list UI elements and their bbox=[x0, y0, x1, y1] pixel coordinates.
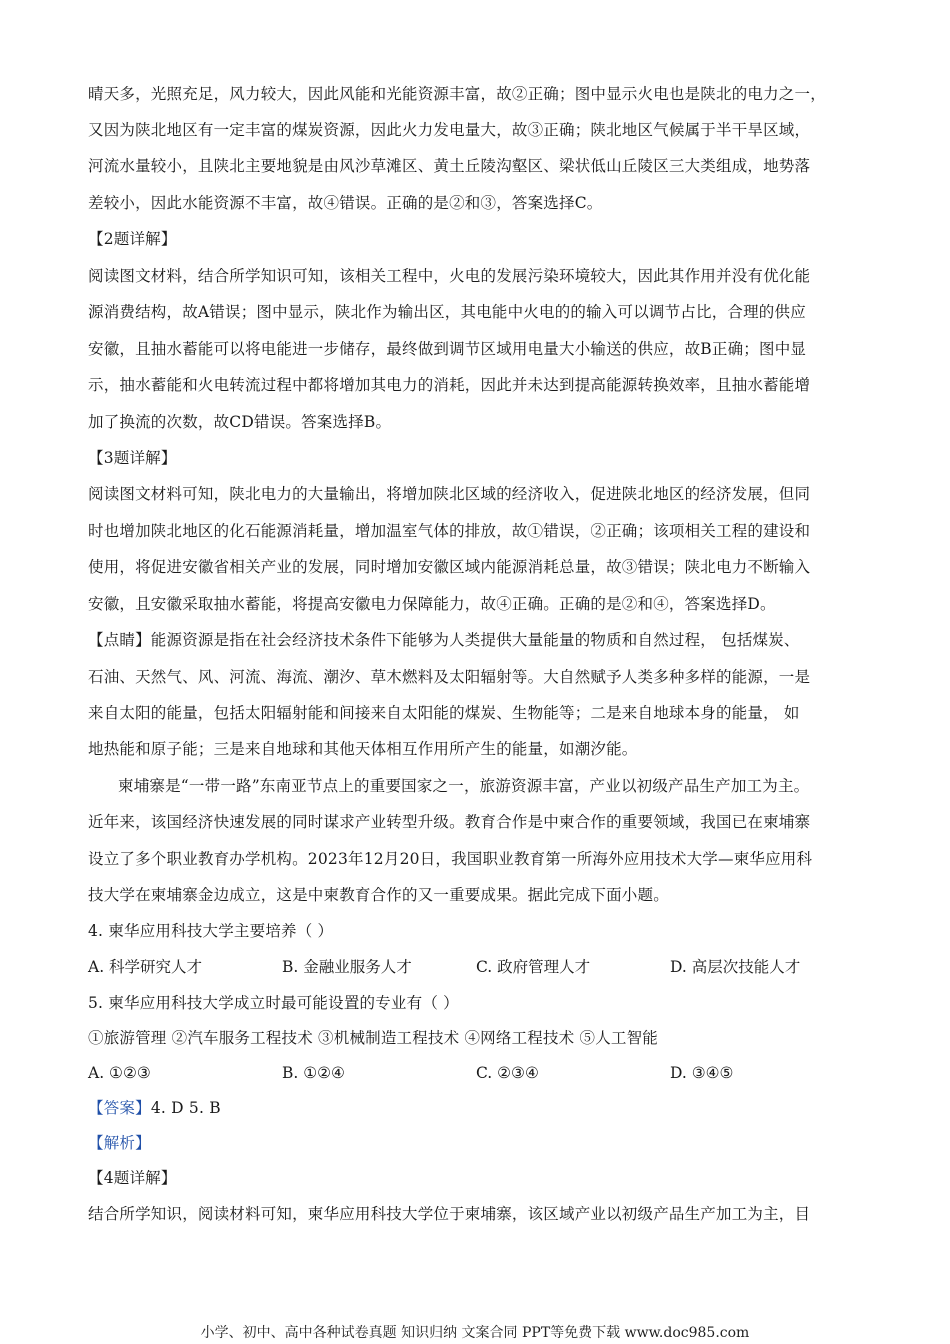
tip-line-2: 石油、天然气、风、河流、海流、潮汐、草木燃料及太阳辐射等。大自然赋予人类多种多样的能源，一是 bbox=[88, 668, 811, 686]
analysis-label: 【解析】 bbox=[88, 1134, 151, 1152]
q4-heading: 【4题详解】 bbox=[88, 1169, 177, 1187]
q3-heading: 【3题详解】 bbox=[88, 449, 177, 467]
paragraph-3-line-4: 安徽，且安徽采取抽水蓄能，将提高安徽电力保障能力，故④正确。正确的是②和④，答案选择D。 bbox=[88, 595, 776, 613]
paragraph-2-line-5: 加了换流的次数，故CD错误。答案选择B。 bbox=[88, 413, 392, 431]
material-line-1: 柬埔寨是“一带一路”东南亚节点上的重要国家之一，旅游资源丰富，产业以初级产品生产加工为主。 bbox=[118, 777, 810, 795]
paragraph-3-line-3: 使用，将促进安徽省相关产业的发展，同时增加安徽区域内能源消耗总量，故③错误；陕北电力不断输入 bbox=[88, 558, 811, 576]
q4-option-c: C. 政府管理人才 bbox=[476, 958, 591, 976]
q5-choices: ①旅游管理 ②汽车服务工程技术 ③机械制造工程技术 ④网络工程技术 ⑤人工智能 bbox=[88, 1029, 659, 1047]
q4-stem: 4. 柬华应用科技大学主要培养（ ） bbox=[88, 922, 334, 940]
answer-line bbox=[88, 1098, 878, 1118]
answer-text: 4. D 5. B bbox=[150, 1099, 221, 1117]
tip-line-4: 地热能和原子能；三是来自地球和其他天体相互作用所产生的能量，如潮汐能。 bbox=[88, 740, 638, 758]
paragraph-3-line-1: 阅读图文材料可知，陕北电力的大量输出，将增加陕北区域的经济收入，促进陕北地区的经济发展，但同 bbox=[88, 485, 811, 503]
paragraph-2-line-2: 源消费结构，故A错误；图中显示，陕北作为输出区，其电能中火电的的输入可以调节占比，合理的供应 bbox=[88, 303, 806, 321]
paragraph-2-line-4: 示，抽水蓄能和火电转流过程中都将增加其电力的消耗，因此并未达到提高能源转换效率，且抽水蓄能增 bbox=[88, 376, 811, 394]
tip-line-1: 【点睛】能源资源是指在社会经济技术条件下能够为人类提供大量能量的物质和自然过程， 包括煤炭、 bbox=[88, 631, 800, 649]
paragraph-3-line-2: 时也增加陕北地区的化石能源消耗量，增加温室气体的排放，故①错误，②正确；该项相关工程的建设和 bbox=[88, 522, 811, 540]
paragraph-2-line-1: 阅读图文材料，结合所学知识可知，该相关工程中，火电的发展污染环境较大，因此其作用并没有优化能 bbox=[88, 267, 811, 285]
material-line-2: 近年来，该国经济快速发展的同时谋求产业转型升级。教育合作是中柬合作的重要领域，我国已在柬埔寨 bbox=[88, 813, 811, 831]
paragraph-2-line-3: 安徽，且抽水蓄能可以将电能进一步储存，最终做到调节区域用电量大小输送的供应，故B正确；图中显 bbox=[88, 340, 807, 358]
paragraph-1-line-4: 差较小，因此水能资源不丰富，故④错误。正确的是②和③，答案选择C。 bbox=[88, 194, 603, 212]
q5-option-d: D. ③④⑤ bbox=[670, 1064, 734, 1082]
paragraph-1-line-3: 河流水量较小，且陕北主要地貌是由风沙草滩区、黄土丘陵沟壑区、梁状低山丘陵区三大类组成，地势落 bbox=[88, 157, 811, 175]
q4-option-d: D. 高层次技能人才 bbox=[670, 958, 801, 976]
footer-text: 小学、初中、高中各种试卷真题 知识归纳 文案合同 PPT等免费下载 www.doc985.com bbox=[200, 1325, 750, 1341]
material-line-4: 技大学在柬埔寨金边成立，这是中柬教育合作的又一重要成果。据此完成下面小题。 bbox=[88, 886, 669, 904]
q5-option-b: B. ①②④ bbox=[282, 1064, 345, 1082]
q5-stem: 5. 柬华应用科技大学成立时最可能设置的专业有（ ） bbox=[88, 994, 459, 1012]
q4-option-a: A. 科学研究人才 bbox=[88, 958, 203, 976]
answer-label: 【答案】 bbox=[88, 1099, 151, 1117]
q5-option-c: C. ②③④ bbox=[476, 1064, 539, 1082]
q5-option-a: A. ①②③ bbox=[88, 1064, 151, 1082]
tip-line-3: 来自太阳的能量，包括太阳辐射能和间接来自太阳能的煤炭、生物能等；二是来自地球本身的能量， 如 bbox=[88, 704, 800, 722]
paragraph-1-line-1: 晴天多，光照充足，风力较大，因此风能和光能资源丰富，故②正确；图中显示火电也是陕北的电力之一， bbox=[88, 85, 826, 103]
q4-option-b: B. 金融业服务人才 bbox=[282, 958, 412, 976]
paragraph-4-line-1: 结合所学知识，阅读材料可知，柬华应用科技大学位于柬埔寨，该区域产业以初级产品生产加工为主，目 bbox=[88, 1205, 811, 1223]
q2-heading: 【2题详解】 bbox=[88, 230, 177, 248]
paragraph-1-line-2: 又因为陕北地区有一定丰富的煤炭资源，因此火力发电量大，故③正确；陕北地区气候属于半干旱区域， bbox=[88, 121, 811, 139]
material-line-3: 设立了多个职业教育办学机构。2023年12月20日，我国职业教育第一所海外应用技术大学—柬华应用科 bbox=[88, 850, 813, 868]
